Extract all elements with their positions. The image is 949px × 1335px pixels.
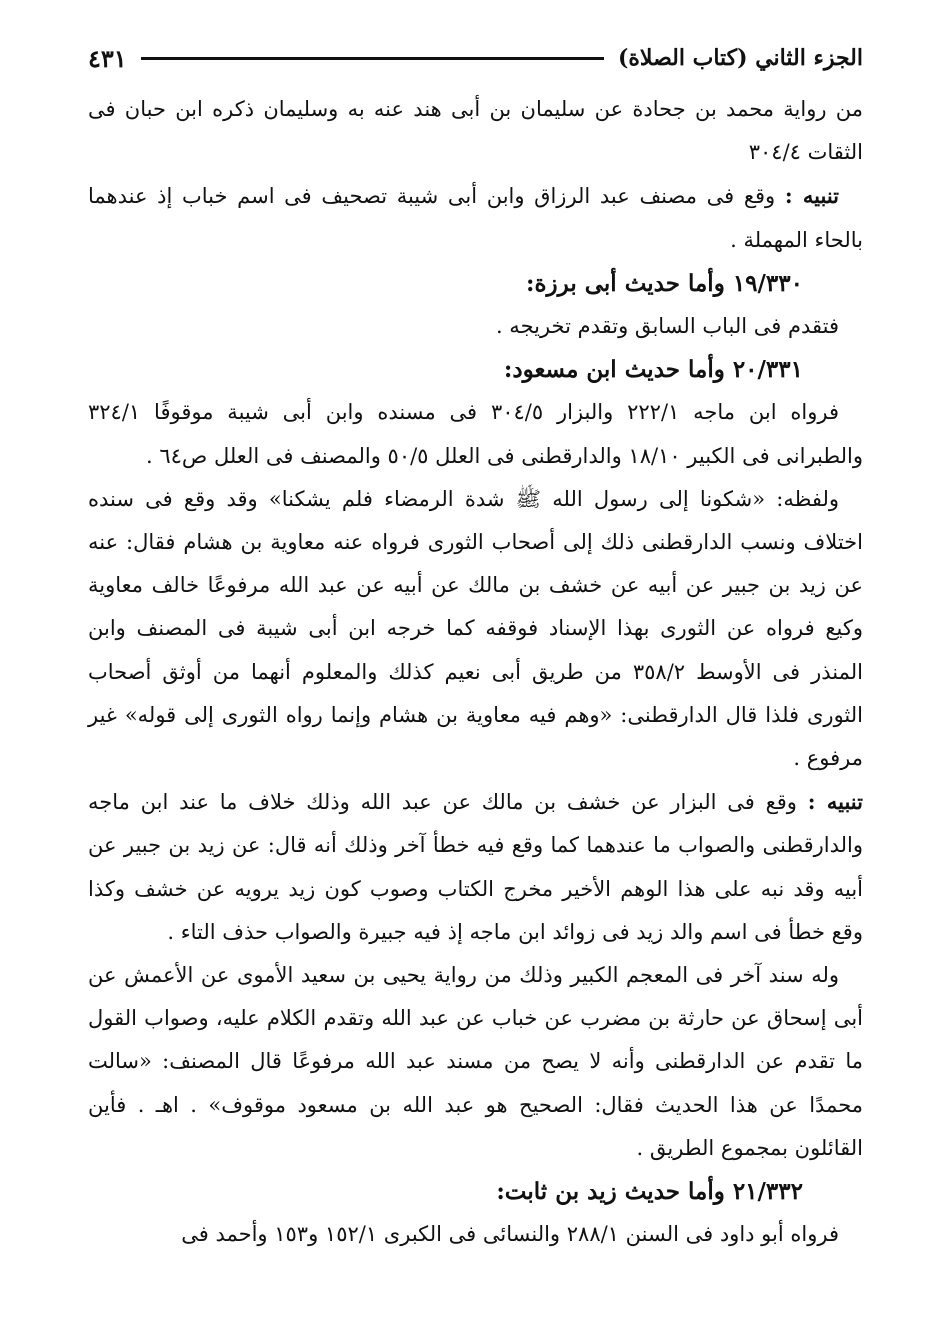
running-title: الجزء الثاني (كتاب الصلاة) (618, 45, 863, 71)
section-20-paragraph-1: فرواه ابن ماجه ٢٢٢/١ والبزار ٣٠٤/٥ فى مسنده وابن أبى شيبة موقوفًا ٣٢٤/١ والطبرانى فى الكبير ١٨/١٠ والدارقطنى فى العلل ٥٠/٥ والمصنف فى العلل ص٦٤ . (88, 400, 863, 468)
section-20-note (88, 780, 863, 954)
note-text: وقع فى مصنف عبد الرزاق وابن أبى شيبة تصحيف فى اسم خباب إذ عندهما بالحاء المهملة . (88, 184, 863, 252)
note-label: تنبيه : (807, 789, 863, 815)
header-rule (141, 57, 604, 60)
section-heading-21: ٢١/٣٣٢ وأما حديث زيد بن ثابت: (496, 1178, 803, 1206)
page-body (88, 88, 863, 1256)
section-heading-20: ٢٠/٣٣١ وأما حديث ابن مسعود: (503, 356, 803, 384)
page-header (88, 36, 863, 80)
section-heading-19: ١٩/٣٣٠ وأما حديث أبى برزة: (525, 269, 803, 297)
section-19-text: فتقدم فى الباب السابق وتقدم تخريجه . (495, 314, 839, 339)
section-20-paragraph-2: ولفظه: «شكونا إلى رسول الله ﷺ شدة الرمضاء فلم يشكنا» وقد وقع فى سنده اختلاف ونسب الدارقطنى ذلك إلى أصحاب الثورى فرواه عنه معاوية بن هشام فقال: عنه عن زيد بن جبير عن أبيه عن خشف بن مالك عن أبيه عن عبد الله مرفوعًا خالف معاوية وكيع فرواه عن الثورى بهذا الإسناد فوقفه كما خرجه ابن أبى شيبة فى المصنف وابن المنذر فى الأوسط ٣٥٨/٢ من طريق أبى نعيم كذلك والمعلوم أنهما من أوثق أصحاب الثورى فلذا قال الدارقطنى: «وهم فيه معاوية بن هشام وإنما رواه الثورى إلى قوله» غير مرفوع . (88, 486, 863, 771)
note-label: تنبيه : (784, 183, 839, 209)
note-paragraph (88, 174, 863, 261)
page-number: ٤٣١ (88, 43, 127, 73)
paragraph-continuation: من رواية محمد بن جحادة عن سليمان بن أبى هند عنه به وسليمان ذكره ابن حبان فى الثقات ٣٠٤/٤ (88, 97, 863, 165)
note-text: وقع فى البزار عن خشف بن مالك عن عبد الله وذلك خلاف ما عند ابن ماجه والدارقطنى والصواب ما عندهما كما وقع فيه خطأ آخر وذلك أنه قال: عن زيد بن جبير عن أبيه وقد نبه على هذا الوهم الأخير مخرج الكتاب وصوب كون زيد يرويه عن خشف وكذا وقع خطأ فى اسم والد زيد فى زوائد ابن ماجه إذ فيه جبيرة والصواب حذف التاء . (88, 790, 863, 944)
section-21-paragraph-1: فرواه أبو داود فى السنن ٢٨٨/١ والنسائى فى الكبرى ١٥٢/١ و١٥٣ وأحمد فى (181, 1222, 839, 1247)
section-20-paragraph-3: وله سند آخر فى المعجم الكبير وذلك من رواية يحيى بن سعيد الأموى عن الأعمش عن أبى إسحاق عن حارثة بن مضرب عن خباب عن عبد الله وتقدم الكلام عليه، وصواب القول ما تقدم عن الدارقطنى وأنه لا يصح من مسند عبد الله مرفوعًا قال المصنف: «سالت محمدًا عن هذا الحديث فقال: الصحيح هو عبد الله بن مسعود موقوف» . اهـ . فأين القائلون بمجموع الطريق . (88, 963, 863, 1160)
